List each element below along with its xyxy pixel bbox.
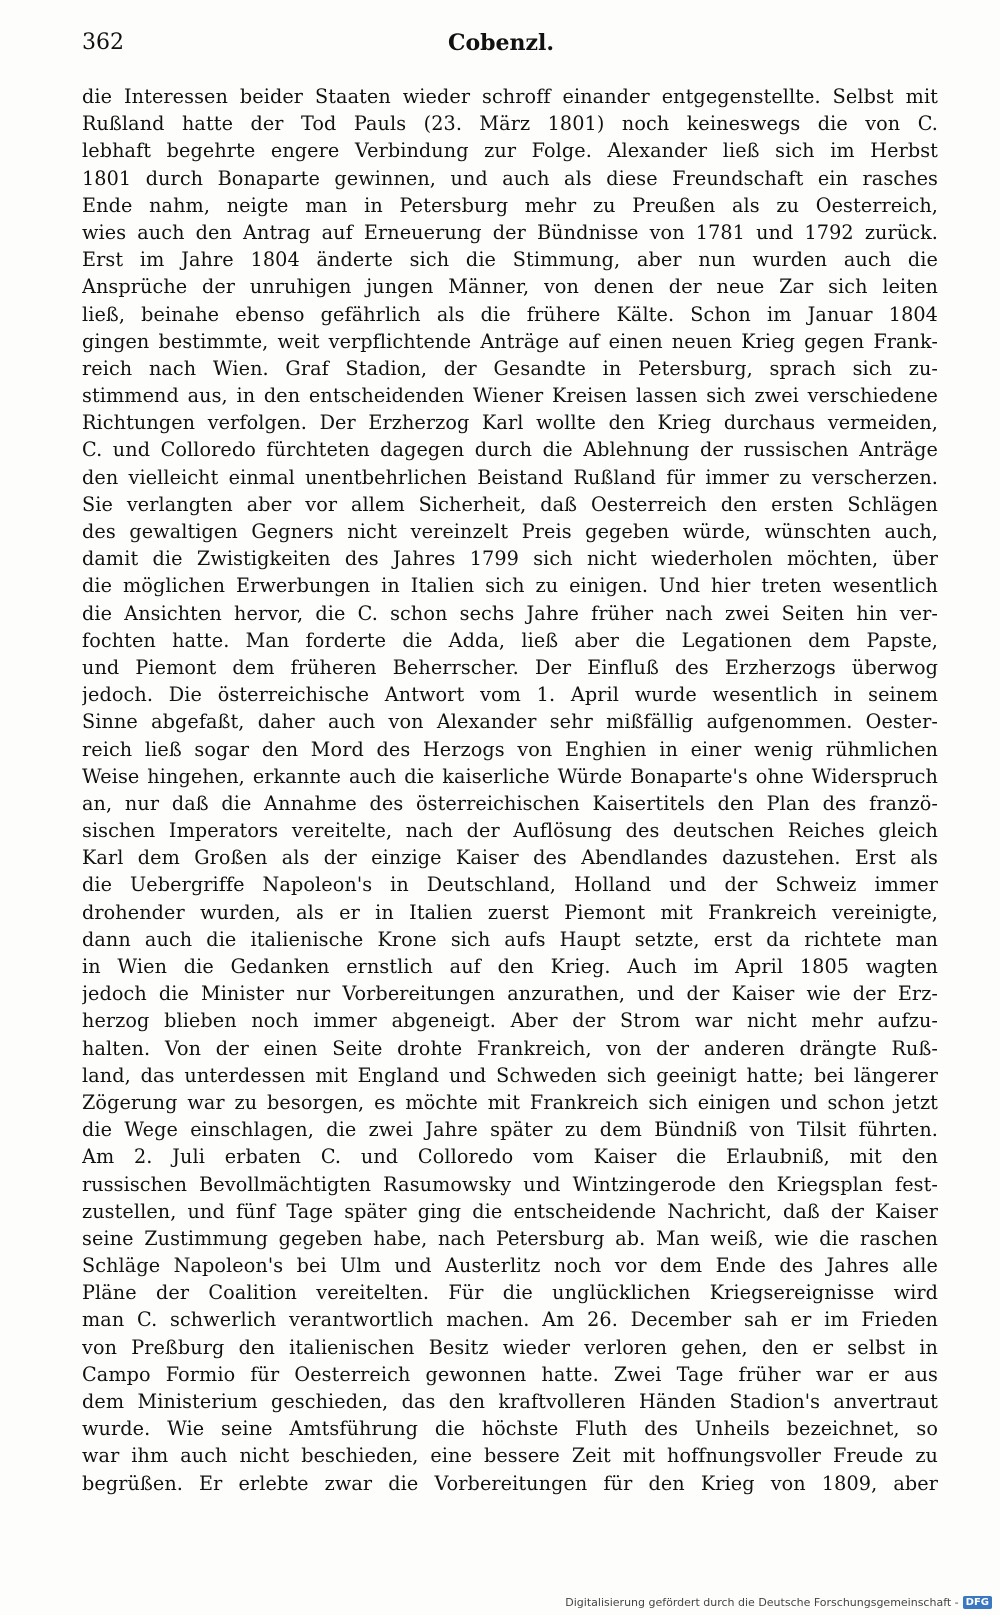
text-line: Am 2. Juli erbaten C. und Colloredo vom Kaiser die Erlaubniß, mit den: [82, 1145, 938, 1169]
text-line: Campo Formio für Oesterreich gewonnen hatte. Zwei Tage früher war er aus: [82, 1362, 938, 1386]
text-line: und Piemont dem früheren Beherrscher. Der Einfluß des Erzherzogs überwog: [82, 655, 938, 679]
text-line: in Wien die Gedanken ernstlich auf den Krieg. Auch im April 1805 wagten: [82, 955, 938, 978]
text-line: Weise hingehen, erkannte auch die kaiserliche Würde Bonaparte's ohne Widerspruch: [82, 764, 938, 788]
text-line: reich nach Wien. Graf Stadion, der Gesandte in Petersburg, sprach sich zu-: [82, 356, 938, 380]
text-line: lebhaft begehrte engere Verbindung zur Folge. Alexander ließ sich im Herbst: [82, 139, 938, 163]
text-line: ließ, beinahe ebenso gefährlich als die frühere Kälte. Schon im Januar 1804: [82, 302, 938, 326]
text-line: war ihm auch nicht beschieden, eine bessere Zeit mit hoffnungsvoller Freude zu: [82, 1444, 938, 1468]
text-line: Erst im Jahre 1804 änderte sich die Stimmung, aber nun wurden auch die: [82, 248, 938, 272]
text-line: des gewaltigen Gegners nicht vereinzelt Preis gegeben würde, wünschten auch,: [82, 520, 938, 543]
text-line: stimmend aus, in den entscheidenden Wiener Kreisen lassen sich zwei verschiedene: [82, 384, 938, 408]
text-line: Zögerung war zu besorgen, es möchte mit Frankreich sich einigen und schon jetzt: [82, 1090, 938, 1114]
page-header: [82, 30, 960, 64]
text-line: russischen Bevollmächtigten Rasumowsky und Wintzingerode den Kriegsplan fest-: [82, 1172, 938, 1196]
text-line: fochten hatte. Man forderte die Adda, ließ aber die Legationen dem Papste,: [82, 628, 938, 652]
text-line: an, nur daß die Annahme des österreichischen Kaisertitels den Plan des franzö-: [82, 791, 938, 815]
text-line: die möglichen Erwerbungen in Italien sich zu einigen. Und hier treten wesentlich: [82, 574, 938, 598]
page-number: 362: [82, 30, 124, 55]
text-line: Sinne abgefaßt, daher auch von Alexander sehr mißfällig aufgenommen. Oester-: [82, 710, 938, 734]
text-line: dem Ministerium geschieden, das den kraftvolleren Händen Stadion's anvertraut: [82, 1390, 938, 1413]
text-line: jedoch. Die österreichische Antwort vom 1. April wurde wesentlich in seinem: [82, 683, 938, 707]
text-line: Schläge Napoleon's bei Ulm und Austerlitz noch vor dem Ende des Jahres alle: [82, 1254, 938, 1278]
running-head: Cobenzl.: [447, 30, 555, 56]
text-line: Rußland hatte der Tod Pauls (23. März 1801) noch keineswegs die von C.: [82, 112, 938, 136]
text-line: begrüßen. Er erlebte zwar die Vorbereitungen für den Krieg von 1809, aber: [82, 1471, 938, 1495]
text-line: zustellen, und fünf Tage später ging die entscheidende Nachricht, daß der Kaiser: [82, 1199, 938, 1223]
text-line: die Ansichten hervor, die C. schon sechs Jahre früher nach zwei Seiten hin ver-: [82, 601, 938, 625]
text-line: halten. Von der einen Seite drohte Frankreich, von der anderen drängte Ruß-: [82, 1036, 938, 1060]
dfg-logo: DFG: [963, 1596, 992, 1609]
text-line: Richtungen verfolgen. Der Erzherzog Karl wollte den Krieg durchaus vermeiden,: [82, 411, 938, 435]
digitization-credit: [565, 1596, 992, 1609]
text-line: Karl dem Großen als der einzige Kaiser des Abendlandes dazustehen. Erst als: [82, 846, 938, 870]
credit-text: Digitalisierung gefördert durch die Deutsche Forschungsgemeinschaft -: [565, 1596, 959, 1609]
text-line: 1801 durch Bonaparte gewinnen, und auch als diese Freundschaft ein rasches: [82, 166, 938, 190]
body-text: [82, 83, 938, 1497]
text-line: jedoch die Minister nur Vorbereitungen anzurathen, und der Kaiser wie der Erz-: [82, 982, 938, 1006]
text-line: die Uebergriffe Napoleon's in Deutschland, Holland und der Schweiz immer: [82, 873, 938, 897]
text-line: die Interessen beider Staaten wieder schroff einander entgegenstellte. Selbst mit: [82, 85, 938, 108]
text-line: seine Zustimmung gegeben habe, nach Petersburg ab. Man weiß, wie die raschen: [82, 1226, 938, 1250]
text-line: damit die Zwistigkeiten des Jahres 1799 sich nicht wiederholen möchten, über: [82, 547, 938, 571]
text-line: dann auch die italienische Krone sich aufs Haupt setzte, erst da richtete man: [82, 927, 938, 951]
text-line: Ansprüche der unruhigen jungen Männer, von denen der neue Zar sich leiten: [82, 275, 938, 299]
text-line: Sie verlangten aber vor allem Sicherheit, daß Oesterreich den ersten Schlägen: [82, 492, 938, 516]
text-line: den vielleicht einmal unentbehrlichen Beistand Rußland für immer zu verscherzen.: [82, 465, 938, 489]
text-line: wurde. Wie seine Amtsführung die höchste Fluth des Unheils bezeichnet, so: [82, 1417, 938, 1441]
text-line: gingen bestimmte, weit verpflichtende Anträge auf einen neuen Krieg gegen Frank-: [82, 329, 938, 353]
text-line: man C. schwerlich verantwortlich machen. Am 26. December sah er im Frieden: [82, 1308, 938, 1332]
text-line: von Preßburg den italienischen Besitz wieder verloren gehen, den er selbst in: [82, 1335, 938, 1359]
text-line: land, das unterdessen mit England und Schweden sich geeinigt hatte; bei längerer: [82, 1063, 938, 1087]
text-line: drohender wurden, als er in Italien zuerst Piemont mit Frankreich vereinigte,: [82, 900, 938, 924]
text-line: C. und Colloredo fürchteten dagegen durch die Ablehnung der russischen Anträge: [82, 438, 938, 462]
text-line: wies auch den Antrag auf Erneuerung der Bündnisse von 1781 und 1792 zurück.: [82, 220, 938, 244]
text-line: sischen Imperators vereitelte, nach der Auflösung des deutschen Reiches gleich: [82, 819, 938, 843]
text-line: die Wege einschlagen, die zwei Jahre später zu dem Bündniß von Tilsit führten.: [82, 1118, 938, 1142]
text-line: reich ließ sogar den Mord des Herzogs von Enghien in einer wenig rühmlichen: [82, 737, 938, 761]
text-line: Ende nahm, neigte man in Petersburg mehr zu Preußen als zu Oesterreich,: [82, 193, 938, 217]
text-line: herzog blieben noch immer abgeneigt. Aber der Strom war nicht mehr aufzu-: [82, 1009, 938, 1033]
text-line: Pläne der Coalition vereitelten. Für die unglücklichen Kriegsereignisse wird: [82, 1281, 938, 1305]
